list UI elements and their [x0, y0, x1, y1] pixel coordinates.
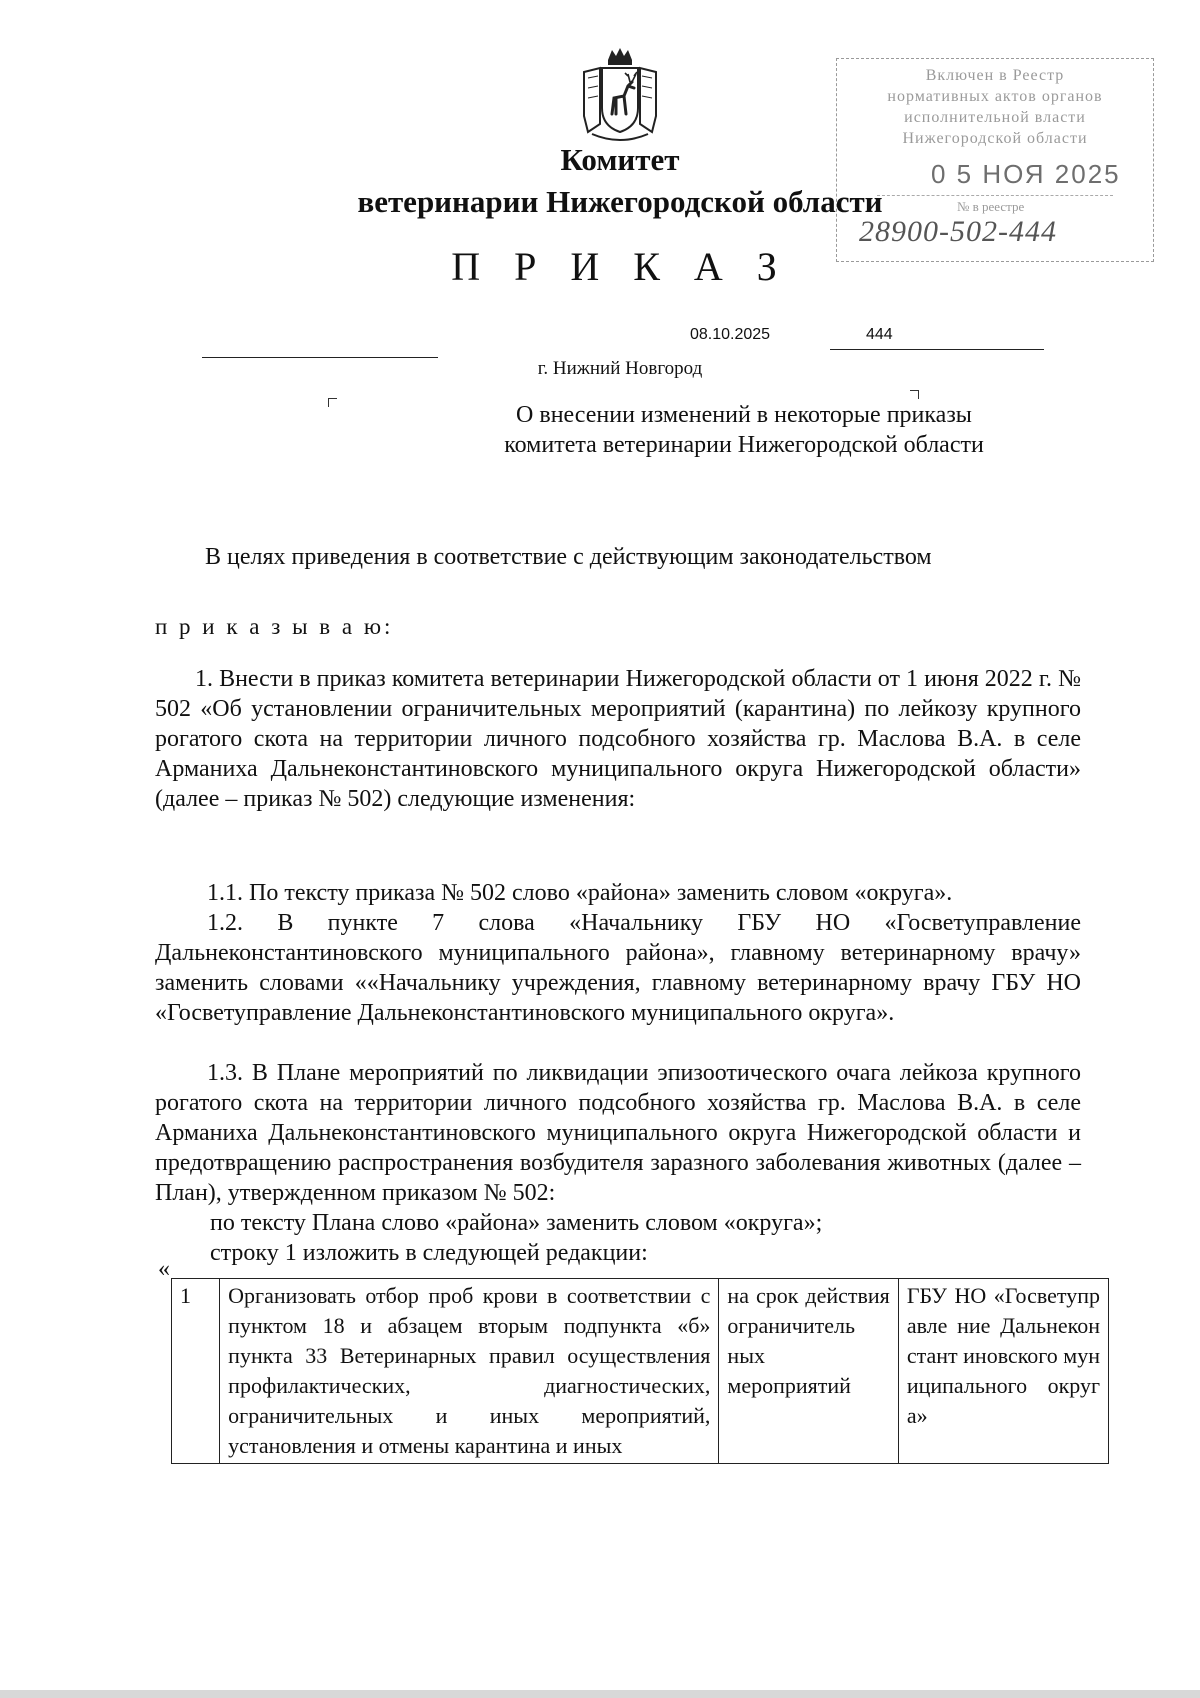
stamp-line4: Нижегородской области [902, 130, 1088, 147]
scan-bottom-edge [0, 1690, 1200, 1698]
paragraph-1-2: 1.2. В пункте 7 слова «Начальнику ГБУ НО «Госветуправление Дальнеконстантиновского муниципального района», главному ветеринарному врачу» заменить словами ««Начальнику учреждения, главному ветеринарному врачу ГБУ НО «Госветуправление Дальнеконстантиновского муниципального округа». [155, 910, 1081, 1026]
order-date: 08.10.2025 [690, 326, 771, 343]
stamp-line3: исполнительной власти [904, 109, 1086, 126]
decree-word: п р и к а з ы в а ю: [155, 614, 394, 639]
order-title: П Р И К А З [451, 244, 789, 289]
stamp-registry-label: № в реестре [957, 199, 1025, 214]
row-term: на срок действия ограничитель ных мероприятий [719, 1279, 898, 1464]
row-responsible: ГБУ НО «Госветуправле ние Дальнеконстант иновского муниципального округа» [898, 1279, 1108, 1464]
paragraph-1-3: 1.3. В Плане мероприятий по ликвидации эпизоотического очага лейкоза крупного рогатого скота на территории личного подсобного хозяйства гр. Маслова В.А. в селе Арманиха Дальнеконстантиновского муниципального округа Нижегородской области и предотвращению распространения возбудителя заразного заболевания животных (далее – План), утвержденном приказом № 502: [155, 1060, 1081, 1206]
stamp-line1: Включен в Реестр [925, 67, 1065, 84]
plan-change-line1: по тексту Плана слово «района» заменить словом «округа»; [210, 1210, 823, 1236]
stamp-divider [877, 195, 1113, 196]
plan-change-line2: строку 1 изложить в следующей редакции: [210, 1240, 648, 1266]
quote-open-mark: « [158, 1256, 170, 1282]
subject-line1: О внесении изменений в некоторые приказы [516, 402, 972, 428]
coat-of-arms-icon [578, 46, 662, 142]
subject-bracket-right [910, 390, 919, 399]
stamp-date: 0 5 НОЯ 2025 [931, 159, 1121, 189]
plan-table [171, 1278, 1109, 1464]
order-city: г. Нижний Новгород [537, 358, 703, 379]
row-action: Организовать отбор проб крови в соответствии с пунктом 18 и абзацем вторым подпункта «б» пункта 33 Ветеринарных правил осуществления профилактических, диагностических, ограничительных и иных мероприятий, установления и отмены карантина и иных [220, 1279, 719, 1464]
registry-stamp [836, 58, 1154, 262]
committee-name-line2: ветеринарии Нижегородской области [357, 184, 883, 219]
paragraph-1-1: 1.1. По тексту приказа № 502 слово «района» заменить словом «округа». [207, 880, 953, 906]
subject-line2: комитета ветеринарии Нижегородской области [504, 432, 984, 458]
stamp-line2: нормативных актов органов [887, 88, 1103, 105]
stamp-caption [837, 65, 1153, 149]
preamble: В целях приведения в соответствие с действующим законодательством [205, 544, 932, 570]
paragraph-1: 1. Внести в приказ комитета ветеринарии Нижегородской области от 1 июня 2022 г. № 502 «Об установлении ограничительных мероприятий (карантина) по лейкозу крупного рогатого скота на территории личного подсобного хозяйства гр. Маслова В.А. в селе Арманиха Дальнеконстантиновского муниципального округа Нижегородской области» (далее – приказ № 502) следующие изменения: [155, 666, 1081, 812]
number-underline [830, 349, 1044, 350]
order-subject [250, 400, 1200, 460]
row-number: 1 [172, 1279, 220, 1464]
table-row [172, 1279, 1109, 1464]
order-number: 444 [866, 326, 893, 343]
stamp-registry-number: 28900-502-444 [859, 215, 1057, 248]
committee-name-line1: Комитет [560, 142, 680, 177]
